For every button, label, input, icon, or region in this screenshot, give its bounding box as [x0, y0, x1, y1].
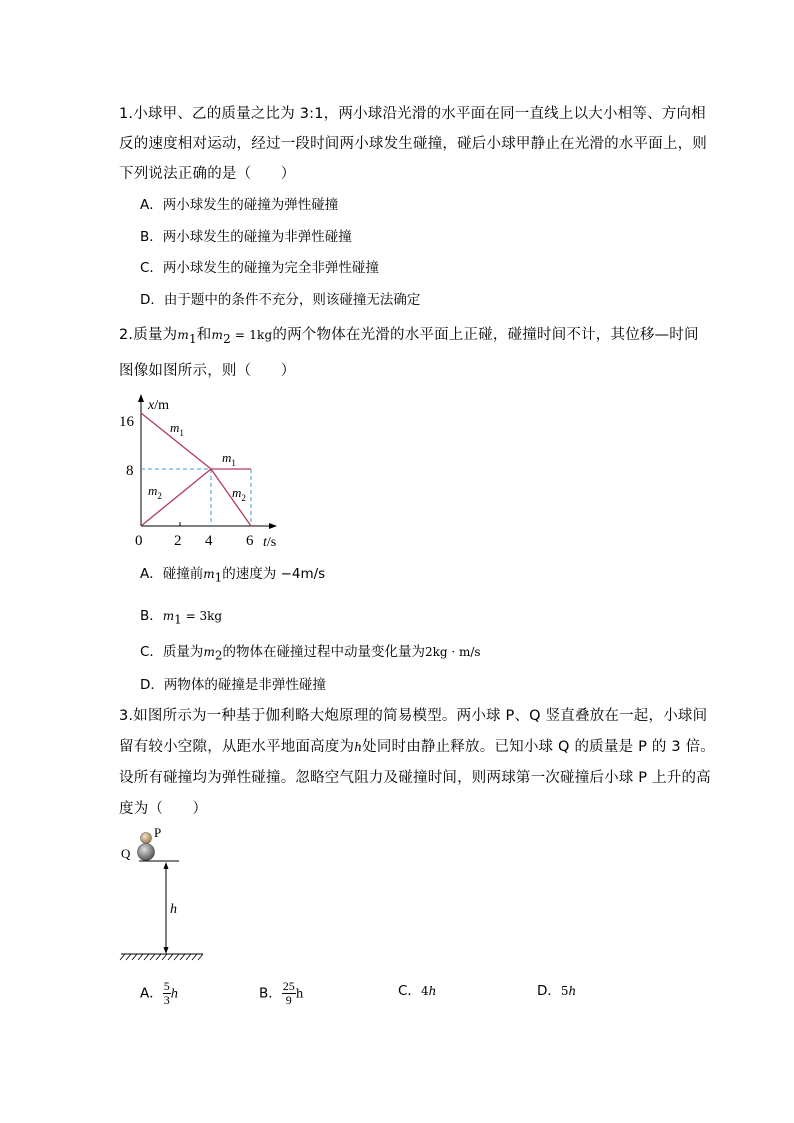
q2-option-b[interactable]: B．$m_1 = 3kg$ — [140, 608, 223, 627]
x-axis-arrow — [269, 523, 277, 529]
fraction-25-9: $\frac{25}{9}$ — [282, 979, 295, 1007]
q2-option-a[interactable]: A．碰撞前$m_1$的速度为 −4m/s — [140, 566, 326, 585]
label-p: P — [154, 826, 162, 840]
m1-symbol: m — [177, 328, 189, 342]
q2-line-1: 2.质量为$m_1$和$m_2 = 1kg$的两个物体在光滑的水平面上正碰，碰撞时间不计，其位移—时间 — [119, 327, 699, 346]
m2-symbol: m — [211, 328, 224, 342]
q3-option-d[interactable]: D．5h — [537, 983, 577, 999]
q1-line-1: 1.小球甲、乙的质量之比为 3:1，两小球沿光滑的水平面在同一直线上以大小相等、方向相 — [119, 106, 706, 122]
ball-q — [138, 844, 155, 861]
q1-option-c[interactable]: C．两小球发生的碰撞为完全非弹性碰撞 — [140, 260, 379, 276]
ytick-16: 16 — [119, 414, 134, 430]
q2-option-d[interactable]: D．两物体的碰撞是非弹性碰撞 — [140, 677, 326, 693]
h-symbol: h — [354, 740, 363, 754]
q1-line-2: 反的速度相对运动，经过一段时间两小球发生碰撞，碰后小球甲静止在光滑的水平面上，则 — [119, 136, 707, 152]
m2-value: = 1kg — [230, 328, 273, 342]
label-m2-left: $m_2$ — [148, 483, 162, 501]
q3-option-c[interactable]: C．4h — [398, 983, 437, 999]
y-axis-arrow — [138, 394, 144, 402]
q1-option-a[interactable]: A．两小球发生的碰撞为弹性碰撞 — [140, 197, 339, 213]
x-axis-label: t/s — [263, 535, 277, 550]
label-m2-right: $m_2$ — [232, 485, 246, 503]
q3-option-b[interactable]: B． $\frac{25}{9}$ h — [259, 979, 304, 1007]
xtick-4: 4 — [205, 533, 213, 549]
q1-line-3: 下列说法正确的是（ ） — [119, 166, 296, 182]
q1-option-b[interactable]: B．两小球发生的碰撞为非弹性碰撞 — [140, 229, 352, 245]
y-axis-label: x/m — [148, 398, 169, 413]
label-m1-right: $m_1$ — [222, 450, 236, 468]
q2-line-2: 图像如图所示，则（ ） — [119, 363, 296, 379]
ytick-8: 8 — [126, 463, 134, 479]
q3-line-4: 度为（ ） — [119, 801, 208, 817]
ball-p — [141, 833, 152, 844]
h-arrow-up — [164, 862, 169, 869]
label-h: h — [170, 902, 177, 917]
fraction-5-3: $\frac{5}{3}$ — [163, 979, 170, 1007]
q3-line-2: 留有较小空隙，从距水平地面高度为h处同时由静止释放。已知小球 Q 的质量是 P 的 3 倍。 — [119, 739, 715, 755]
label-q: Q — [121, 846, 131, 861]
h-arrow-down — [164, 947, 169, 954]
label-m1-upper: $m_1$ — [170, 420, 184, 438]
q2-option-c[interactable]: C．质量为$m_2$的物体在碰撞过程中动量变化量为2kg · m/s — [140, 644, 481, 663]
q3-option-a[interactable]: A． $\frac{5}{3}$ h — [140, 979, 179, 1007]
ground-hatch — [120, 954, 203, 960]
xtick-2: 2 — [174, 533, 182, 549]
q3-line-1: 3.如图所示为一种基于伽利略大炮原理的简易模型。两小球 P、Q 竖直叠放在一起，小球间 — [119, 708, 708, 724]
pq-figure — [115, 826, 215, 966]
xtick-6: 6 — [246, 533, 254, 549]
q3-line-3: 设所有碰撞均为弹性碰撞。忽略空气阻力及碰撞时间，则两球第一次碰撞后小球 P 上升的高 — [119, 770, 711, 786]
q1-option-d[interactable]: D．由于题中的条件不充分，则该碰撞无法确定 — [140, 292, 421, 308]
xt-graph — [115, 392, 290, 552]
xtick-0: 0 — [135, 533, 143, 549]
